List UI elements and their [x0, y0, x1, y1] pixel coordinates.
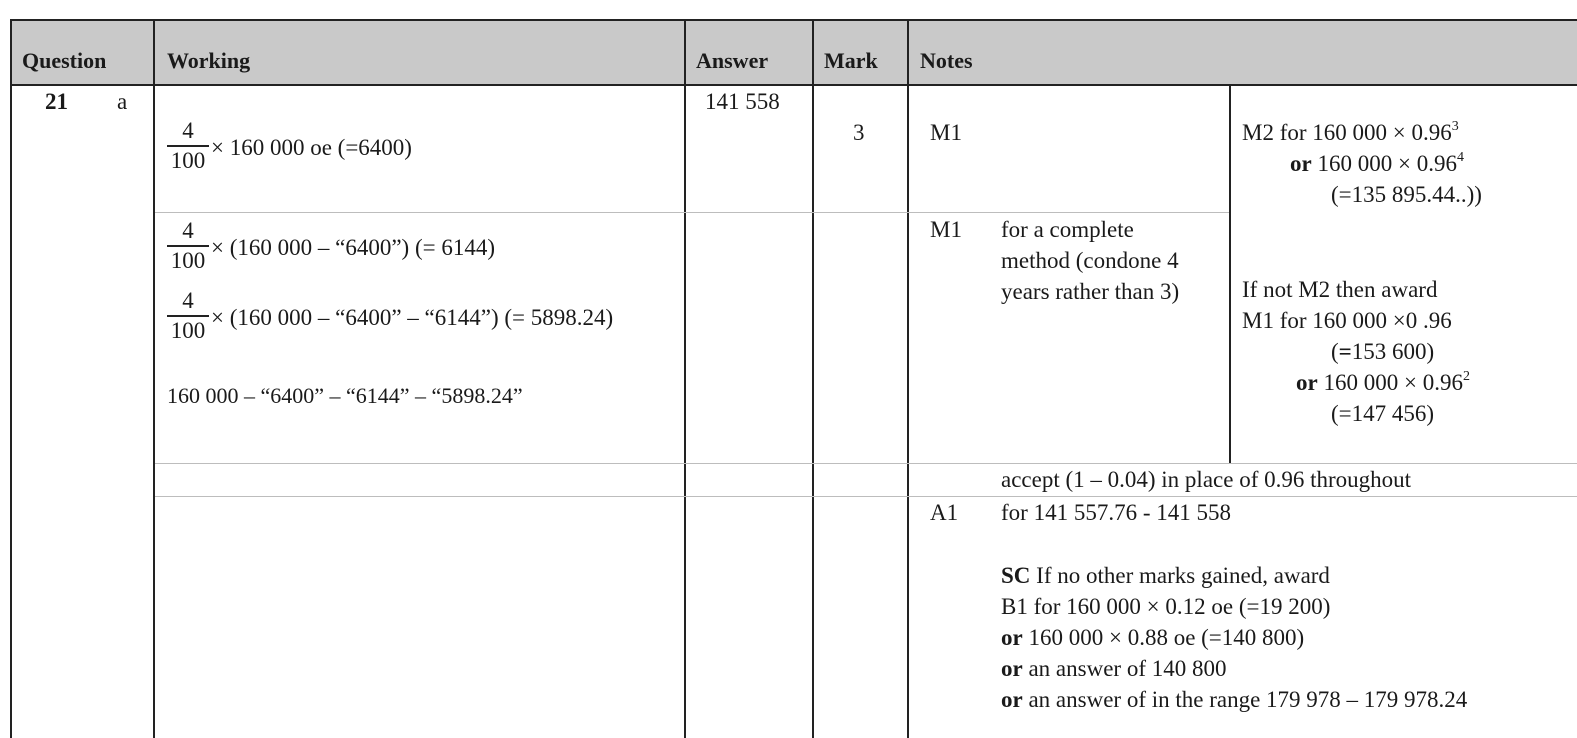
fraction-numerator: 4 [182, 118, 194, 143]
fraction-numerator: 4 [182, 218, 194, 243]
accept-note: accept (1 – 0.04) in place of 0.96 throughout [1001, 467, 1412, 492]
row-separator-1 [155, 212, 1229, 213]
col-border-working [684, 19, 686, 738]
m1-alt-note: M1 for 160 000 ×0 .96 [1242, 308, 1452, 333]
b1-note: B1 for 160 000 × 0.12 oe (=19 200) [1001, 594, 1331, 619]
col-border-answer [812, 19, 814, 738]
or-keyword: or [1296, 370, 1318, 395]
fraction-2 [167, 219, 209, 273]
fraction-3 [167, 289, 209, 343]
header-question: Question [22, 48, 107, 73]
mark-code-m1-method: M1 [930, 217, 962, 242]
row-separator-3 [155, 496, 1577, 497]
header-answer: Answer [696, 48, 769, 73]
question-number: 21 [45, 89, 68, 114]
fraction-numerator: 4 [182, 288, 194, 313]
exponent: 3 [1451, 119, 1459, 134]
mark-value: 3 [853, 120, 865, 145]
header-notes: Notes [920, 48, 973, 73]
notes-inner-border [1229, 86, 1231, 463]
mark-code-a1: A1 [930, 500, 959, 525]
exponent: 4 [1456, 150, 1464, 165]
fraction-bar [167, 145, 209, 147]
sc-note: SC If no other marks gained, award [1001, 563, 1330, 588]
if-not-m2-note: If not M2 then award [1242, 277, 1438, 302]
working-line-1: × 160 000 oe (=6400) [211, 135, 412, 160]
or-keyword: or [1290, 151, 1312, 176]
col-border-mark [907, 19, 909, 738]
col-border-left [10, 19, 12, 738]
m2-or-note: or 160 $000 \times 0.96^4$ [1290, 150, 1464, 176]
fraction-denominator: 100 [170, 247, 206, 273]
m1-alt-or-note: or 160 $000 \times 0.96^2$ [1296, 369, 1470, 395]
mark-code-m1: M1 [930, 120, 962, 145]
or-keyword: or [1001, 625, 1023, 650]
m1-note-line-3: years rather than 3) [1001, 279, 1180, 304]
sc-or-note-1: or 160 000 × 0.88 oe (=140 800) [1001, 625, 1305, 650]
col-border-question [153, 19, 155, 738]
sc-or-note-3: or an answer of in the range 179 978 – 179 978.24 [1001, 687, 1468, 712]
fraction-bar [167, 315, 209, 317]
fraction-denominator: 100 [170, 147, 206, 173]
header-working: Working [167, 48, 251, 73]
a1-note: for 141 557.76 - 141 558 [1001, 500, 1231, 525]
or-keyword: or [1001, 687, 1023, 712]
working-line-2: × (160 000 – “6400”) (= 6144) [211, 235, 495, 260]
fraction-bar [167, 245, 209, 247]
exponent: 2 [1462, 369, 1470, 384]
answer-value: 141 558 [705, 89, 780, 114]
or-keyword: or [1001, 656, 1023, 681]
working-line-4: 160 000 – “6400” – “6144” – “5898.24” [167, 383, 523, 408]
m2-result: (=135 895.44..)) [1331, 182, 1482, 207]
m2-note: M2 for 160 $000 \times 0.96^3$ [1242, 119, 1459, 145]
question-part: a [117, 89, 128, 114]
fraction-1 [167, 119, 209, 173]
sc-label: SC [1001, 563, 1031, 588]
sc-or-note-2: or an answer of 140 800 [1001, 656, 1227, 681]
table-top-border [10, 19, 1577, 21]
header-mark: Mark [824, 48, 878, 73]
m1-note-line-1: for a complete [1001, 217, 1134, 242]
m1-alt-or-result: (=147 456) [1331, 401, 1435, 426]
header-bottom-border [10, 84, 1577, 86]
m1-note-line-2: method (condone 4 [1001, 248, 1179, 273]
working-line-3: × (160 000 – “6400” – “6144”) (= 5898.24) [211, 305, 614, 330]
fraction-denominator: 100 [170, 317, 206, 343]
m1-alt-result: (=153 600) [1331, 339, 1435, 364]
